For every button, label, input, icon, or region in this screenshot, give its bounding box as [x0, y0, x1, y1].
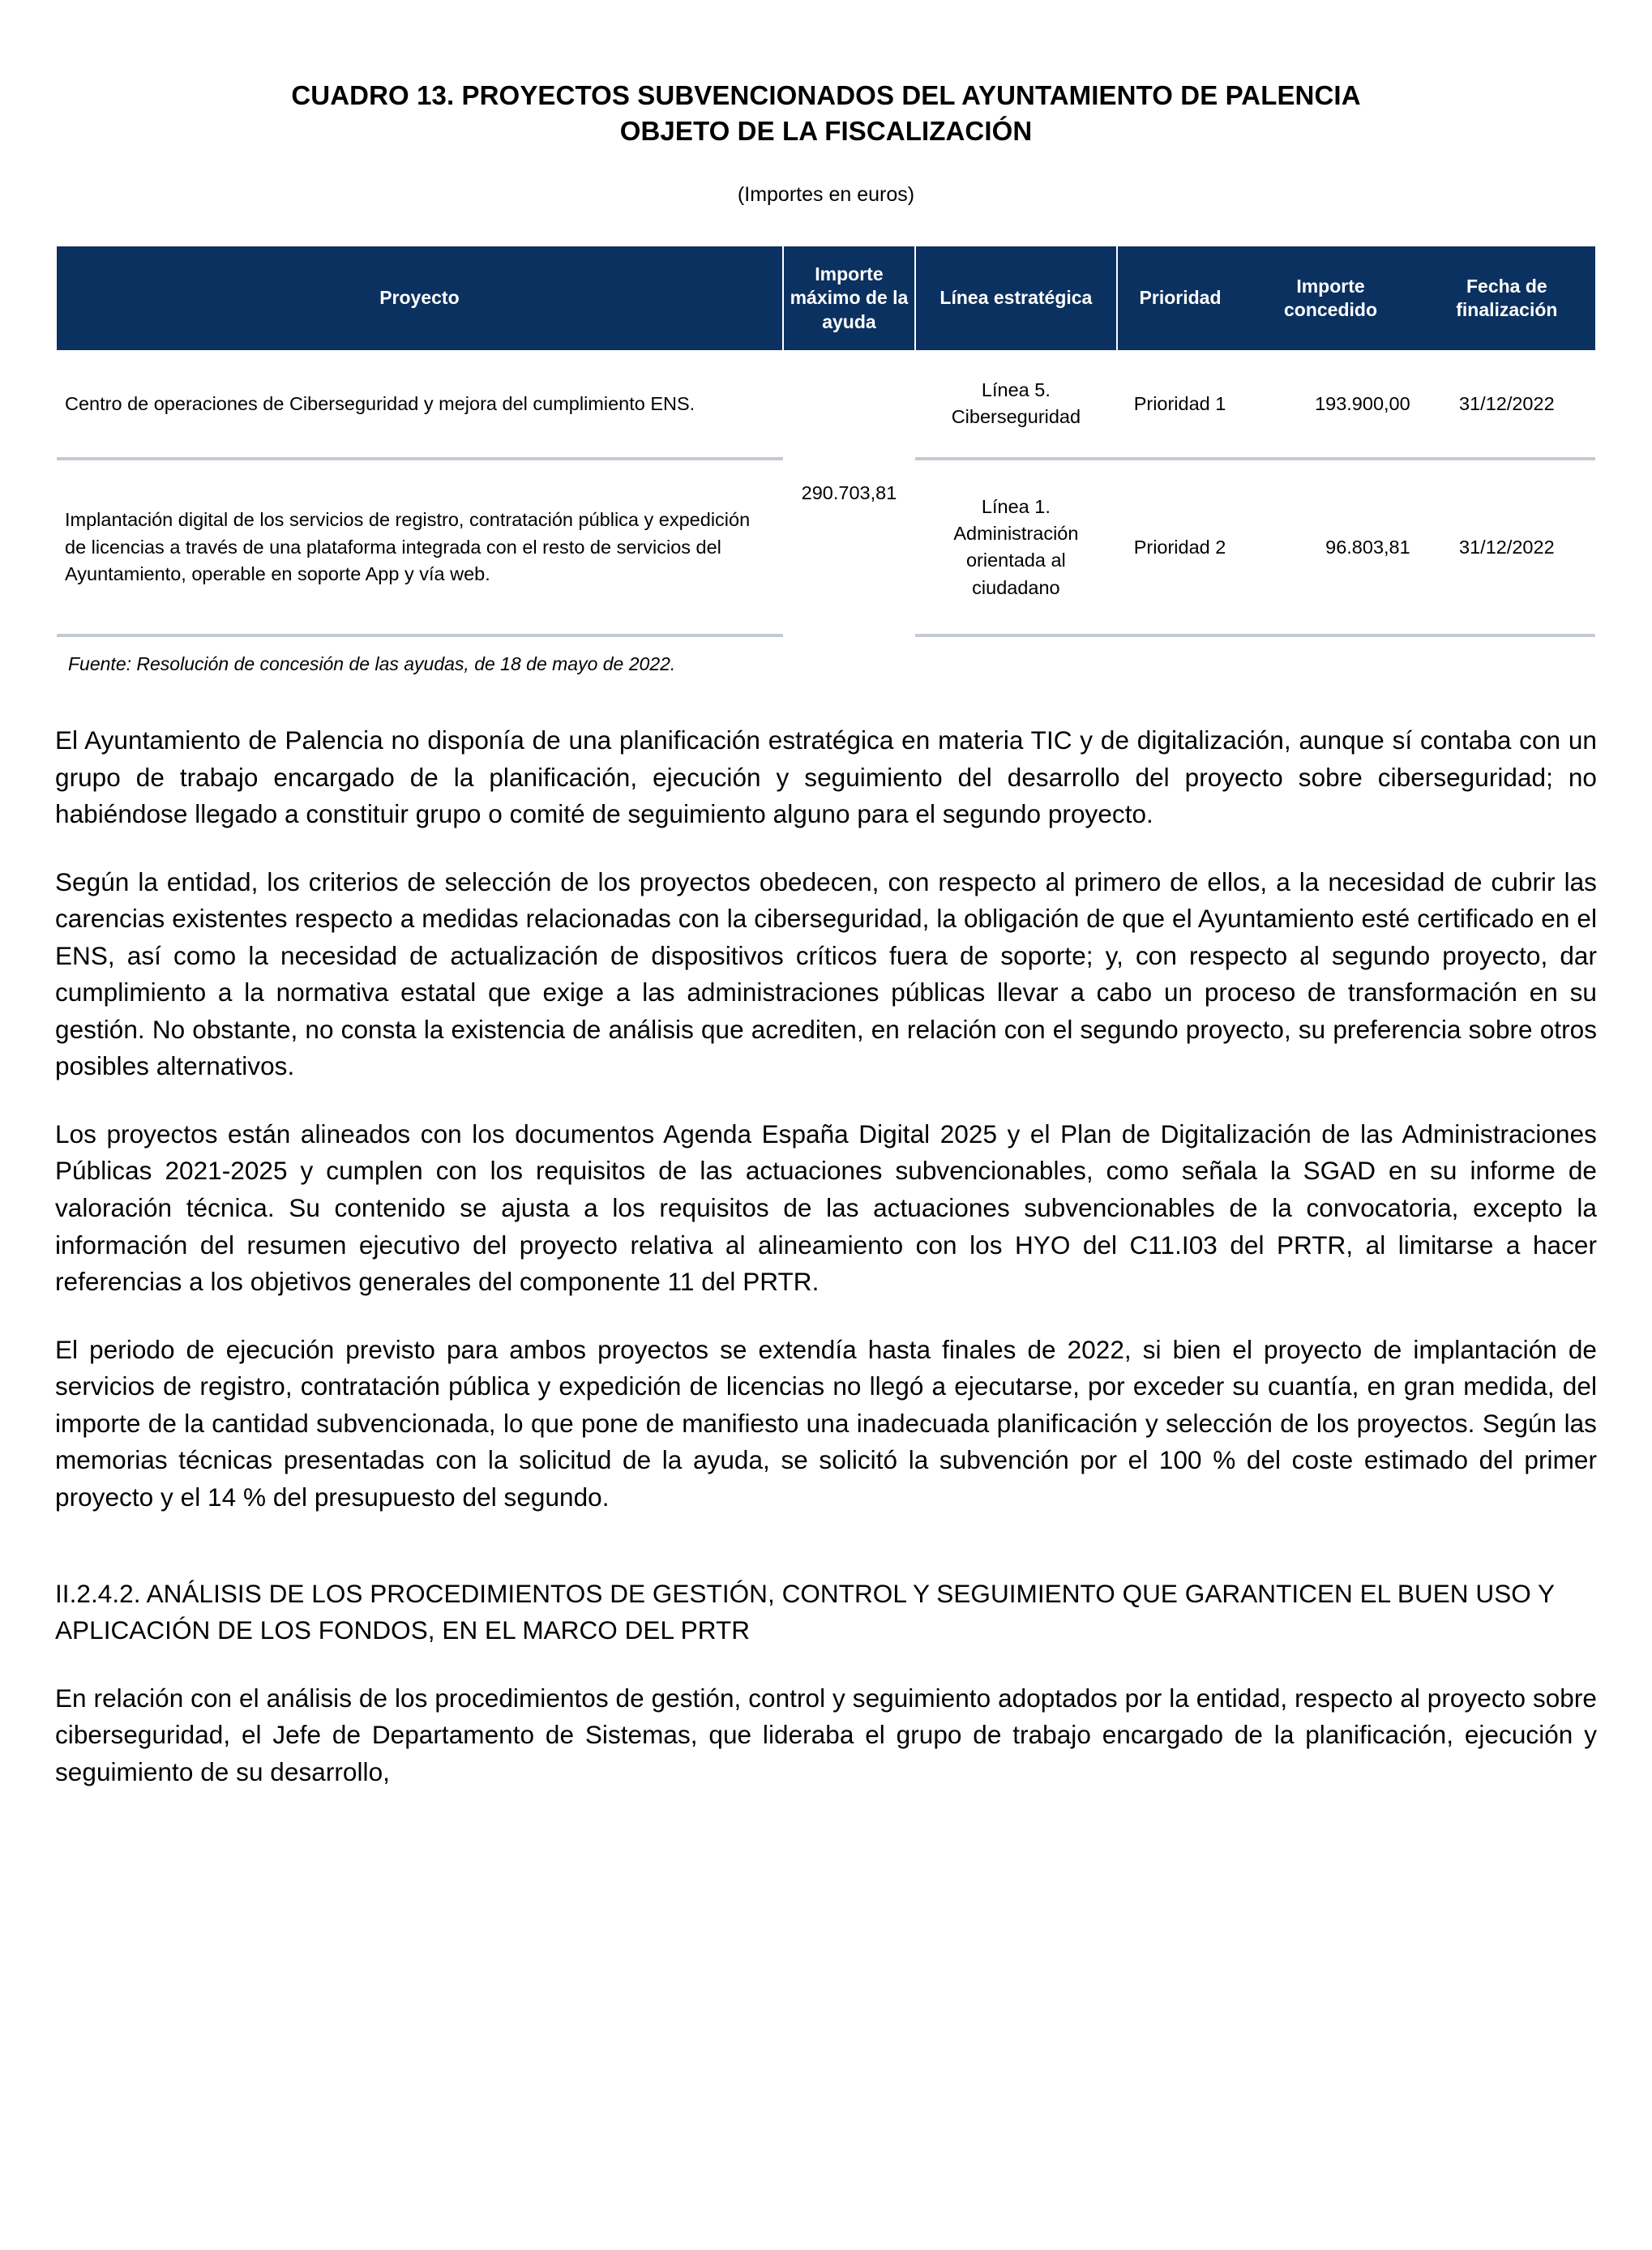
- page-title-line-1: CUADRO 13. PROYECTOS SUBVENCIONADOS DEL AYUNTAMIENTO DE PALENCIA: [291, 80, 1361, 110]
- page-title: [55, 0, 1597, 149]
- paragraph-1: El Ayuntamiento de Palencia no disponía de una planificación estratégica en materia TIC y de digitalización, aunque sí contaba con un grupo de trabajo encargado de la planificación, ejecución y seguimiento del desarrollo del proyecto sobre ciberseguridad; no habiéndose llegado a constituir grupo o comité de seguimiento alguno para el segundo proyecto.: [55, 725, 1597, 829]
- column-header-importe-concedido: Importe concedido: [1243, 246, 1418, 350]
- paragraph-2: Según la entidad, los criterios de selección de los proyectos obedecen, con respecto al primero de ellos, a la necesidad de cubrir las carencias existentes respecto a medidas relacionadas con la ciberseguridad, la obligación de que el Ayuntamiento esté certificado en el ENS, así como la necesidad de actualización de dispositivos críticos fuera de soporte; y, con respecto al segundo proyecto, dar cumplimiento a la normativa estatal que exige a las administraciones públicas llevar a cabo un proceso de transformación en su gestión. No obstante, no consta la existencia de análisis que acrediten, en relación con el segundo proyecto, su preferencia sobre otros posibles alternativos.: [55, 866, 1597, 1081]
- column-header-proyecto: Proyecto: [57, 246, 783, 350]
- cell-importe-concedido: 193.900,00: [1243, 350, 1418, 459]
- cell-fecha-finalizacion: 31/12/2022: [1419, 350, 1595, 459]
- cell-linea-estrategica: Línea 5. Ciberseguridad: [915, 350, 1117, 459]
- projects-table: [57, 246, 1595, 637]
- cell-prioridad: Prioridad 1: [1117, 350, 1243, 459]
- table-header: [57, 246, 1595, 350]
- table-header-row: [57, 246, 1595, 350]
- cell-importe-maximo-merged: 290.703,81: [801, 481, 897, 503]
- column-header-importe-maximo: Importe máximo de la ayuda: [783, 246, 915, 350]
- table-source-note: Fuente: Resolución de concesión de las ayudas, de 18 de mayo de 2022.: [68, 653, 676, 675]
- section-heading: II.2.4.2. ANÁLISIS DE LOS PROCEDIMIENTOS DE GESTIÓN, CONTROL Y SEGUIMIENTO QUE GARANTICEN EL BUEN USO Y APLICACIÓN DE LOS FONDOS, EN EL MARCO DEL PRTR: [55, 1579, 1555, 1645]
- cell-fecha-finalizacion: 31/12/2022: [1419, 459, 1595, 635]
- table-row: [57, 350, 1595, 459]
- projects-table-container: [55, 246, 1597, 677]
- paragraph-5: En relación con el análisis de los procedimientos de gestión, control y seguimiento adoptados por la entidad, respecto al proyecto sobre ciberseguridad, el Jefe de Departamento de Sistemas, que lideraba el grupo de trabajo encargado de la planificación, ejecución y seguimiento de su desarrollo,: [55, 1683, 1597, 1786]
- cell-proyecto: Implantación digital de los servicios de registro, contratación pública y expedición de licencias a través de una plataforma integrada con el resto de servicios del Ayuntamiento, operable en soporte App y vía web.: [57, 459, 783, 635]
- cell-proyecto: Centro de operaciones de Ciberseguridad y mejora del cumplimiento ENS.: [57, 350, 783, 459]
- column-header-linea-estrategica: Línea estratégica: [915, 246, 1117, 350]
- page-title-line-2: OBJETO DE LA FISCALIZACIÓN: [619, 116, 1033, 147]
- cell-importe-concedido: 96.803,81: [1243, 459, 1418, 635]
- body-content: [55, 677, 1597, 1790]
- column-header-fecha-finalizacion: Fecha de finalización: [1419, 246, 1595, 350]
- units-note: (Importes en euros): [737, 183, 915, 207]
- cell-linea-estrategica: Línea 1. Administración orientada al ciudadano: [915, 459, 1117, 635]
- cell-prioridad: Prioridad 2: [1117, 459, 1243, 635]
- paragraph-3: Los proyectos están alineados con los documentos Agenda España Digital 2025 y el Plan de Digitalización de las Administraciones Públicas 2021-2025 y cumplen con los requisitos de las actuaciones subvencionables, como señala la SGAD en su informe de valoración técnica. Su contenido se ajusta a los requisitos de las actuaciones subvencionables de la convocatoria, excepto la información del resumen ejecutivo del proyecto relativa al alineamiento con los HYO del C11.I03 del PRTR, al limitarse a hacer referencias a los objetivos generales del componente 11 del PRTR.: [55, 1119, 1597, 1297]
- column-header-prioridad: Prioridad: [1117, 246, 1243, 350]
- table-body: [57, 350, 1595, 635]
- paragraph-4: El periodo de ejecución previsto para ambos proyectos se extendía hasta finales de 2022, si bien el proyecto de implantación de servicios de registro, contratación pública y expedición de licencias no llegó a ejecutarse, por exceder su cuantía, en gran medida, del importe de la cantidad subvencionada, lo que pone de manifiesto una inadecuada planificación y selección de los proyectos. Según las memorias técnicas presentadas con la solicitud de la ayuda, se solicitó la subvención por el 100 % del coste estimado del primer proyecto y el 14 % del presupuesto del segundo.: [55, 1334, 1597, 1512]
